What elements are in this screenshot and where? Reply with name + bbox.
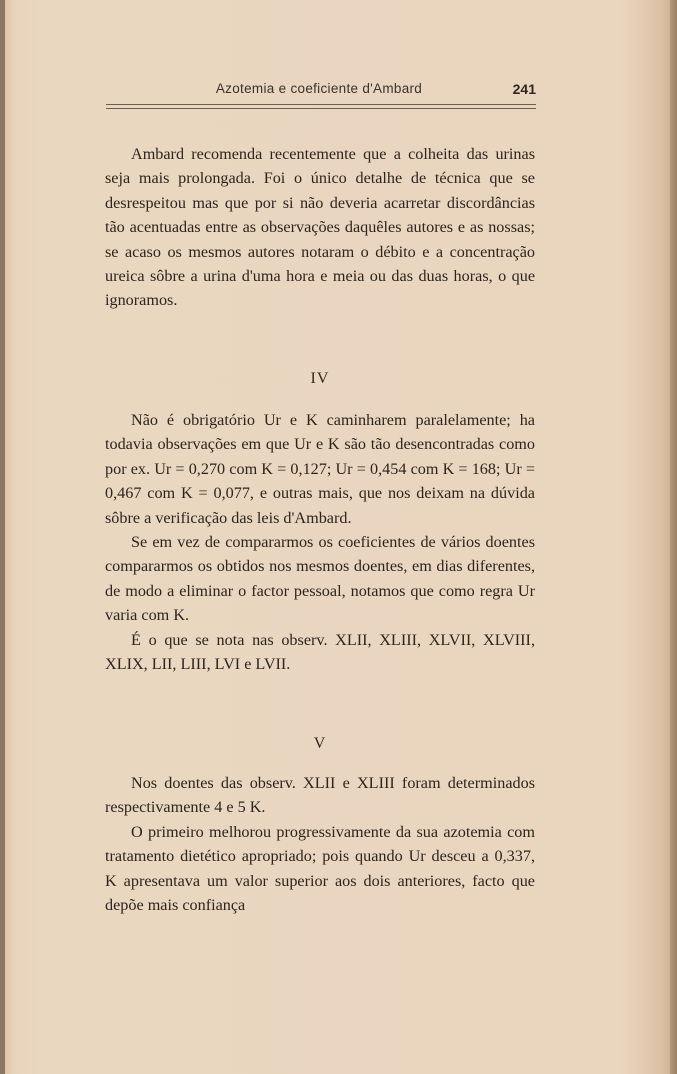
section-heading-iv: IV	[310, 370, 330, 387]
page-number: 241	[512, 81, 536, 97]
paragraph-5: Nos doentes das observ. XLII e XLIII foram determinados respectivamente 4 e 5 K.	[105, 774, 535, 817]
paragraph-2: Não é obrigatório Ur e K caminharem paralelamente; ha todavia observações em que Ur e K são tão desencontradas como por ex. Ur = 0,270 com K = 0,127; Ur = 0,454 com K = 168; Ur = 0,467 com K = 0,077, e outras mais, que nos deixam na dúvida sôbre a verificação das leis d'Ambard.	[105, 411, 535, 527]
paragraph-3: Se em vez de compararmos os coeficientes de vários doentes compararmos os obtidos nos mesmos doentes, em dias diferentes, de modo a eliminar o factor pessoal, notamos que como regra Ur varia com K.	[105, 533, 535, 625]
running-title: Azotemia e coeficiente d'Ambard	[215, 81, 423, 96]
page-right-edge	[670, 0, 677, 1074]
text-block-2	[105, 408, 535, 676]
paragraph-1: Ambard recomenda recentemente que a colheita das urinas seja mais prolongada. Foi o único detalhe de técnica que se desrespeitou mas que por si não deveria acarretar discordâncias tão acentuadas entre as observações daquêles autores e as nossas; se acaso os mesmos autores notaram o débito e a concentração ureica sôbre a urina d'uma hora e meia ou das duas horas, o que ignoramos.	[105, 145, 535, 310]
running-header	[106, 78, 536, 102]
page-left-edge	[0, 0, 5, 1074]
paragraph-4: É o que se nota nas observ. XLII, XLIII, XLVII, XLVIII, XLIX, LII, LIII, LVI e LVII.	[105, 630, 535, 674]
paragraph-6: O primeiro melhorou progressivamente da sua azotemia com tratamento dietético apropriado; pois quando Ur desceu a 0,337, K apresentava um valor superior aos dois anteriores, facto que depõe mais confiança	[105, 822, 535, 915]
section-heading-v: V	[313, 735, 327, 752]
text-block-1	[105, 142, 535, 313]
header-double-rule	[106, 104, 536, 109]
text-block-3	[105, 771, 535, 917]
